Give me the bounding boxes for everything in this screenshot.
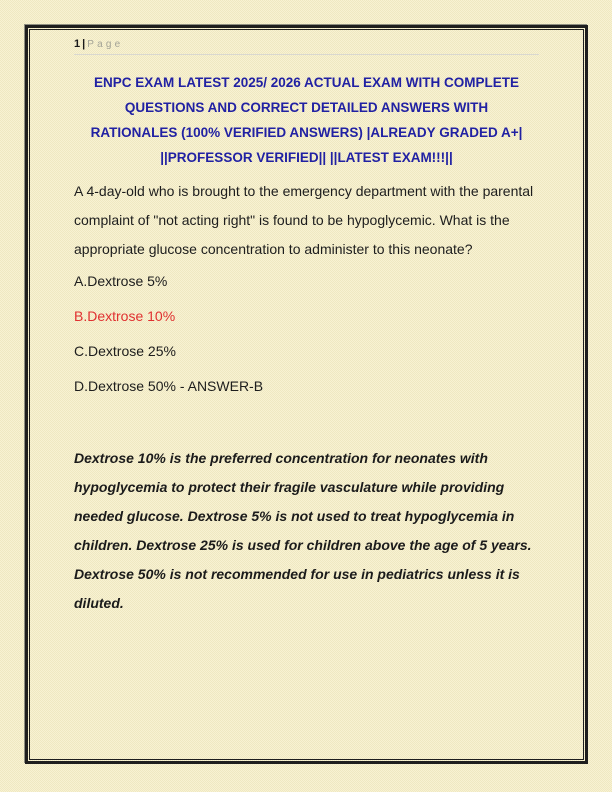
answer-options bbox=[74, 267, 539, 401]
page-word-label: Page bbox=[87, 39, 124, 50]
option-a: A.Dextrose 5% bbox=[74, 273, 168, 289]
page-header bbox=[74, 38, 539, 55]
option-d: D.Dextrose 50% - ANSWER-B bbox=[74, 378, 264, 394]
title-line-1: ENPC EXAM LATEST 2025/ 2026 ACTUAL EXAM WITH COMPLETE bbox=[93, 75, 520, 90]
document-title bbox=[74, 70, 539, 170]
option-c: C.Dextrose 25% bbox=[74, 343, 176, 359]
title-line-3: RATIONALES (100% VERIFIED ANSWERS) |ALREADY GRADED A+| bbox=[90, 125, 523, 140]
title-line-4: ||PROFESSOR VERIFIED|| ||LATEST EXAM!!!|| bbox=[160, 150, 453, 165]
option-b-correct: B.Dextrose 10% bbox=[74, 308, 176, 324]
page-border bbox=[25, 25, 588, 764]
rationale-text: Dextrose 10% is the preferred concentration for neonates with hypoglycemia to protect their fragile vasculature while providing needed glucose. Dextrose 5% is not used to treat hypoglycemia in children. Dextrose 25% is used for children above the age of 5 years. Dextrose 50% is not recommended for use in pediatrics unless it is diluted. bbox=[74, 450, 532, 611]
page-header-separator: | bbox=[82, 38, 86, 50]
page-content bbox=[29, 29, 584, 760]
question-text: A 4-day-old who is brought to the emergency department with the parental complaint of "not acting right" is found to be hypoglycemic. What is the appropriate glucose concentration to administer to this neonate? bbox=[74, 183, 534, 257]
page-number: 1 bbox=[74, 38, 81, 50]
title-line-2: QUESTIONS AND CORRECT DETAILED ANSWERS WITH bbox=[124, 100, 489, 115]
